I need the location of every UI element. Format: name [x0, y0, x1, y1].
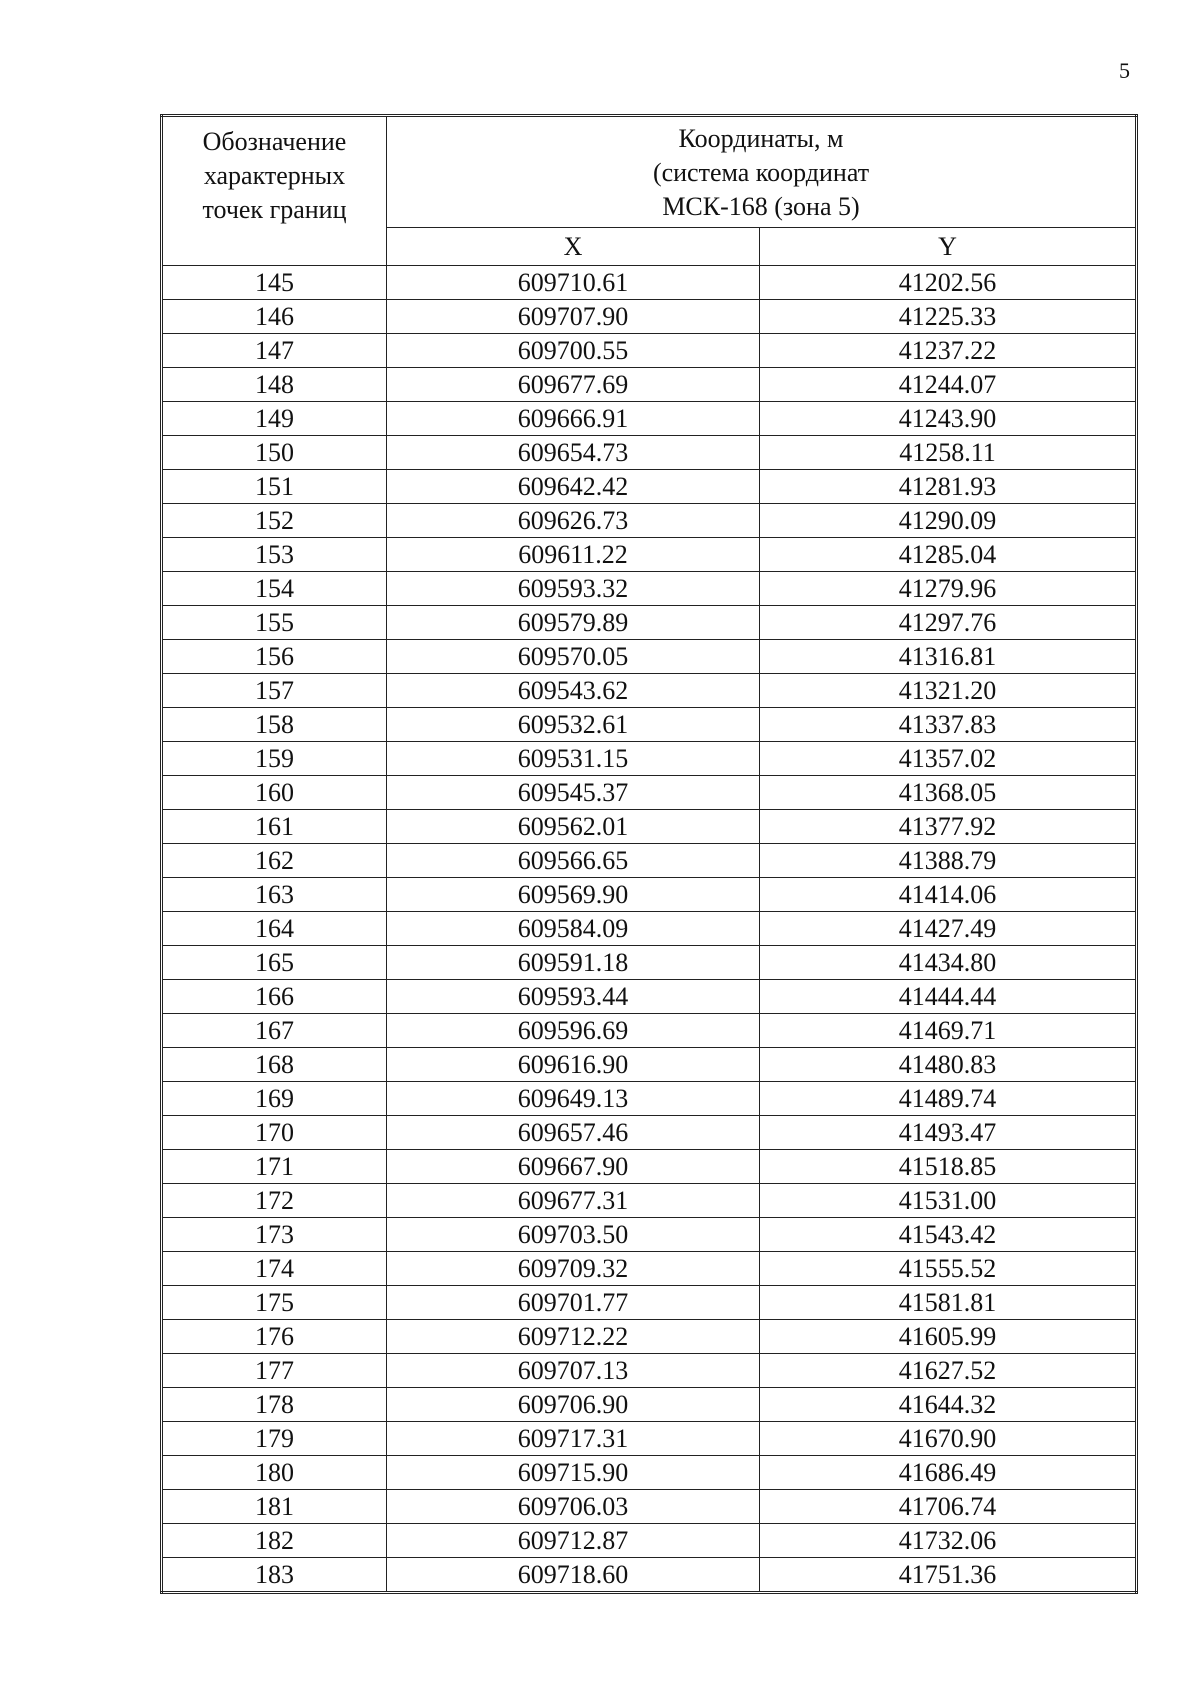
y-coordinate-cell: 41357.02 — [760, 742, 1137, 776]
y-coordinate-cell: 41489.74 — [760, 1082, 1137, 1116]
table-row — [162, 674, 1137, 708]
point-number-cell: 173 — [162, 1218, 387, 1252]
y-coordinate-cell: 41434.80 — [760, 946, 1137, 980]
point-number-cell: 148 — [162, 368, 387, 402]
x-coordinate-cell: 609596.69 — [387, 1014, 760, 1048]
point-number-cell: 153 — [162, 538, 387, 572]
table-row — [162, 572, 1137, 606]
point-number-cell: 179 — [162, 1422, 387, 1456]
point-number-cell: 155 — [162, 606, 387, 640]
x-coordinate-cell: 609532.61 — [387, 708, 760, 742]
point-number-cell: 170 — [162, 1116, 387, 1150]
y-coordinate-cell: 41258.11 — [760, 436, 1137, 470]
point-number-cell: 160 — [162, 776, 387, 810]
x-coordinate-cell: 609718.60 — [387, 1558, 760, 1593]
table-row — [162, 912, 1137, 946]
x-coordinate-cell: 609717.31 — [387, 1422, 760, 1456]
table-body — [162, 266, 1137, 1593]
x-coordinate-cell: 609570.05 — [387, 640, 760, 674]
x-coordinate-cell: 609706.03 — [387, 1490, 760, 1524]
table-row — [162, 368, 1137, 402]
y-coordinate-cell: 41581.81 — [760, 1286, 1137, 1320]
point-number-cell: 161 — [162, 810, 387, 844]
x-coordinate-cell: 609701.77 — [387, 1286, 760, 1320]
x-coordinate-cell: 609616.90 — [387, 1048, 760, 1082]
point-number-cell: 176 — [162, 1320, 387, 1354]
y-coordinate-cell: 41627.52 — [760, 1354, 1137, 1388]
y-coordinate-cell: 41281.93 — [760, 470, 1137, 504]
y-coordinate-cell: 41493.47 — [760, 1116, 1137, 1150]
point-number-cell: 146 — [162, 300, 387, 334]
x-coordinate-cell: 609584.09 — [387, 912, 760, 946]
point-number-cell: 156 — [162, 640, 387, 674]
x-coordinate-cell: 609677.31 — [387, 1184, 760, 1218]
y-coordinate-cell: 41243.90 — [760, 402, 1137, 436]
x-column-header: X — [387, 228, 760, 266]
point-number-cell: 154 — [162, 572, 387, 606]
point-number-cell: 151 — [162, 470, 387, 504]
x-coordinate-cell: 609611.22 — [387, 538, 760, 572]
y-coordinate-cell: 41444.44 — [760, 980, 1137, 1014]
table-row — [162, 1490, 1137, 1524]
page-number: 5 — [1119, 58, 1130, 83]
coordinates-header — [387, 116, 1137, 228]
y-coordinate-cell: 41414.06 — [760, 878, 1137, 912]
point-number-cell: 178 — [162, 1388, 387, 1422]
table-row — [162, 1218, 1137, 1252]
table-row — [162, 1184, 1137, 1218]
point-number-cell: 158 — [162, 708, 387, 742]
table-row — [162, 504, 1137, 538]
x-coordinate-cell: 609543.62 — [387, 674, 760, 708]
coords-header-line: МСК-168 (зона 5) — [662, 192, 860, 221]
point-number-cell: 174 — [162, 1252, 387, 1286]
table-row — [162, 402, 1137, 436]
point-number-cell: 168 — [162, 1048, 387, 1082]
x-coordinate-cell: 609642.42 — [387, 470, 760, 504]
point-number-cell: 149 — [162, 402, 387, 436]
table-row — [162, 1456, 1137, 1490]
y-coordinate-cell: 41469.71 — [760, 1014, 1137, 1048]
y-coordinate-cell: 41531.00 — [760, 1184, 1137, 1218]
x-coordinate-cell: 609710.61 — [387, 266, 760, 300]
point-header-line: точек границ — [202, 195, 347, 224]
point-number-cell: 177 — [162, 1354, 387, 1388]
x-coordinate-cell: 609545.37 — [387, 776, 760, 810]
table-row — [162, 1524, 1137, 1558]
y-coordinate-cell: 41388.79 — [760, 844, 1137, 878]
point-header-line: Обозначение — [202, 127, 347, 156]
x-coordinate-cell: 609531.15 — [387, 742, 760, 776]
x-coordinate-cell: 609706.90 — [387, 1388, 760, 1422]
table-row — [162, 1048, 1137, 1082]
table-row — [162, 1082, 1137, 1116]
coordinates-table — [160, 114, 1138, 1594]
point-number-cell: 175 — [162, 1286, 387, 1320]
point-header-line: характерных — [203, 161, 346, 190]
table-row — [162, 844, 1137, 878]
point-number-cell: 165 — [162, 946, 387, 980]
x-coordinate-cell: 609562.01 — [387, 810, 760, 844]
y-coordinate-cell: 41368.05 — [760, 776, 1137, 810]
y-coordinate-cell: 41751.36 — [760, 1558, 1137, 1593]
x-coordinate-cell: 609700.55 — [387, 334, 760, 368]
table-row — [162, 776, 1137, 810]
table-row — [162, 1150, 1137, 1184]
x-coordinate-cell: 609677.69 — [387, 368, 760, 402]
y-coordinate-cell: 41670.90 — [760, 1422, 1137, 1456]
x-coordinate-cell: 609649.13 — [387, 1082, 760, 1116]
y-coordinate-cell: 41337.83 — [760, 708, 1137, 742]
y-coordinate-cell: 41244.07 — [760, 368, 1137, 402]
y-coordinate-cell: 41644.32 — [760, 1388, 1137, 1422]
y-coordinate-cell: 41686.49 — [760, 1456, 1137, 1490]
table-row — [162, 946, 1137, 980]
y-coordinate-cell: 41237.22 — [760, 334, 1137, 368]
point-number-cell: 150 — [162, 436, 387, 470]
x-coordinate-cell: 609593.44 — [387, 980, 760, 1014]
point-number-cell: 159 — [162, 742, 387, 776]
y-coordinate-cell: 41706.74 — [760, 1490, 1137, 1524]
table-row — [162, 1558, 1137, 1593]
table-row — [162, 1422, 1137, 1456]
table-row — [162, 1252, 1137, 1286]
y-coordinate-cell: 41543.42 — [760, 1218, 1137, 1252]
table-row — [162, 742, 1137, 776]
y-coordinate-cell: 41279.96 — [760, 572, 1137, 606]
x-coordinate-cell: 609657.46 — [387, 1116, 760, 1150]
point-number-cell: 152 — [162, 504, 387, 538]
point-number-cell: 180 — [162, 1456, 387, 1490]
point-number-cell: 162 — [162, 844, 387, 878]
x-coordinate-cell: 609712.87 — [387, 1524, 760, 1558]
table-row — [162, 1014, 1137, 1048]
x-coordinate-cell: 609579.89 — [387, 606, 760, 640]
point-number-cell: 172 — [162, 1184, 387, 1218]
x-coordinate-cell: 609569.90 — [387, 878, 760, 912]
table-row — [162, 640, 1137, 674]
coords-header-line: (система координат — [652, 158, 870, 187]
point-number-cell: 147 — [162, 334, 387, 368]
table-row — [162, 1388, 1137, 1422]
x-coordinate-cell: 609626.73 — [387, 504, 760, 538]
y-coordinate-cell: 41202.56 — [760, 266, 1137, 300]
table-row — [162, 300, 1137, 334]
table-row — [162, 334, 1137, 368]
point-number-cell: 182 — [162, 1524, 387, 1558]
table-row — [162, 980, 1137, 1014]
x-coordinate-cell: 609712.22 — [387, 1320, 760, 1354]
point-number-cell: 181 — [162, 1490, 387, 1524]
y-coordinate-cell: 41225.33 — [760, 300, 1137, 334]
y-coordinate-cell: 41732.06 — [760, 1524, 1137, 1558]
point-number-cell: 166 — [162, 980, 387, 1014]
y-coordinate-cell: 41297.76 — [760, 606, 1137, 640]
table-row — [162, 878, 1137, 912]
point-number-cell: 171 — [162, 1150, 387, 1184]
table-row — [162, 266, 1137, 300]
y-coordinate-cell: 41518.85 — [760, 1150, 1137, 1184]
x-coordinate-cell: 609591.18 — [387, 946, 760, 980]
x-coordinate-cell: 609654.73 — [387, 436, 760, 470]
y-coordinate-cell: 41321.20 — [760, 674, 1137, 708]
y-column-header: Y — [760, 228, 1137, 266]
y-coordinate-cell: 41377.92 — [760, 810, 1137, 844]
table-row — [162, 1116, 1137, 1150]
x-coordinate-cell: 609666.91 — [387, 402, 760, 436]
table-row — [162, 810, 1137, 844]
point-number-cell: 169 — [162, 1082, 387, 1116]
point-designation-header — [162, 116, 387, 266]
x-coordinate-cell: 609707.90 — [387, 300, 760, 334]
y-coordinate-cell: 41316.81 — [760, 640, 1137, 674]
y-coordinate-cell: 41290.09 — [760, 504, 1137, 538]
point-number-cell: 164 — [162, 912, 387, 946]
y-coordinate-cell: 41285.04 — [760, 538, 1137, 572]
table-row — [162, 1320, 1137, 1354]
y-coordinate-cell: 41605.99 — [760, 1320, 1137, 1354]
point-number-cell: 145 — [162, 266, 387, 300]
x-coordinate-cell: 609593.32 — [387, 572, 760, 606]
x-coordinate-cell: 609667.90 — [387, 1150, 760, 1184]
point-number-cell: 183 — [162, 1558, 387, 1593]
table-row — [162, 708, 1137, 742]
x-coordinate-cell: 609703.50 — [387, 1218, 760, 1252]
x-coordinate-cell: 609715.90 — [387, 1456, 760, 1490]
y-coordinate-cell: 41555.52 — [760, 1252, 1137, 1286]
y-coordinate-cell: 41480.83 — [760, 1048, 1137, 1082]
table-row — [162, 1354, 1137, 1388]
point-number-cell: 163 — [162, 878, 387, 912]
point-number-cell: 157 — [162, 674, 387, 708]
table-row — [162, 1286, 1137, 1320]
x-coordinate-cell: 609709.32 — [387, 1252, 760, 1286]
table-row — [162, 436, 1137, 470]
table-row — [162, 470, 1137, 504]
x-coordinate-cell: 609707.13 — [387, 1354, 760, 1388]
coords-header-line: Координаты, м — [678, 124, 844, 153]
table-row — [162, 606, 1137, 640]
point-number-cell: 167 — [162, 1014, 387, 1048]
y-coordinate-cell: 41427.49 — [760, 912, 1137, 946]
table-row — [162, 538, 1137, 572]
x-coordinate-cell: 609566.65 — [387, 844, 760, 878]
